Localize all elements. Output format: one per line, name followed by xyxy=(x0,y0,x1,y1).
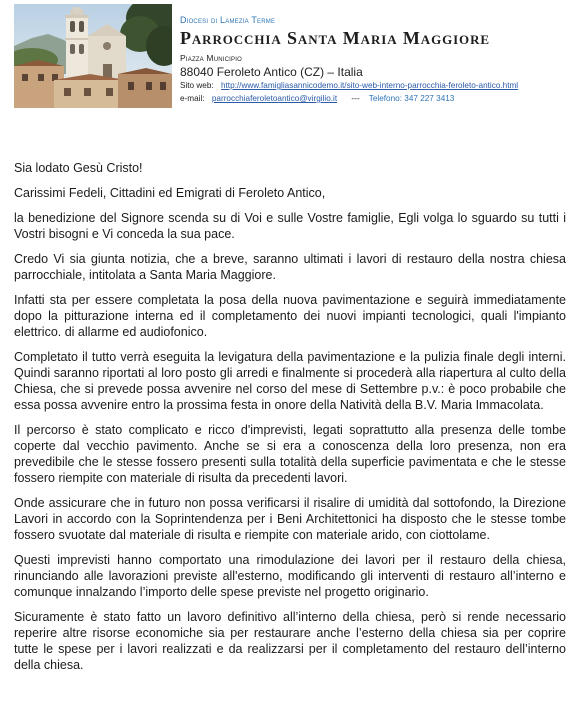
letter-paragraph: Il percorso è stato complicato e ricco d'imprevisti, legati soprattutto alla presenza delle tombe coperte dal vecchio pavimento. Anche se si era a conoscenza della loro presenza, non era prevedibile che le stesse fossero presenti sulla totalità della superficie pavimentata e che le stesse fossero riempite con materiale di risulta da precedenti lavori. xyxy=(14,423,566,485)
letter-body xyxy=(14,160,566,682)
letter-paragraph: la benedizione del Signore scenda su di Voi e sulle Vostre famiglie, Egli volga lo sguardo su tutti i Vostri bisogni e Vi conceda la sua pace. xyxy=(14,211,566,241)
letter-paragraph: Credo Vi sia giunta notizia, che a breve, saranno ultimati i lavori di restauro della nostra chiesa parrocchiale, intitolata a Santa Maria Maggiore. xyxy=(14,252,566,282)
website-row xyxy=(180,81,518,91)
church-facade xyxy=(88,24,126,82)
church-photo xyxy=(14,4,172,108)
letter-paragraph: Sicuramente è stato fatto un lavoro definitivo all’interno della chiesa, però si rende necessario reperire altre risorse economiche sia per restaurare anche l’esterno della chiesa sia per coprire tutte le spese per i lavori realizzati e da realizzarsi per il completamento del restauro dell’interno della chiesa. xyxy=(14,610,566,672)
parish-title: Parrocchia Santa Maria Maggiore xyxy=(180,28,490,48)
contact-row xyxy=(180,94,454,104)
letter-paragraph: Infatti sta per essere completata la posa della nuova pavimentazione e seguirà immediatamente dopo la pitturazione interna ed il completamento dei nuovi impianti tecnologici, quali l'impianto elettrico. di allarme ed audiofonico. xyxy=(14,293,566,339)
address-street: Piazza Municipio xyxy=(180,53,242,63)
website-link[interactable]: http://www.famigliasannicodemo.it/sito-web-interno-parrocchia-feroleto-antico.html xyxy=(220,81,519,90)
address-city: 88040 Feroleto Antico (CZ) – Italia xyxy=(180,65,363,79)
email-link[interactable]: parrocchiaferoletoantico@virgilio.it xyxy=(211,94,338,103)
phone-number: 347 227 3413 xyxy=(404,94,455,103)
bell-tower xyxy=(65,7,89,83)
salutation: Carissimi Fedeli, Cittadini ed Emigrati di Feroleto Antico, xyxy=(14,186,326,200)
greeting: Sia lodato Gesù Cristo! xyxy=(14,161,143,175)
letter-paragraph: Onde assicurare che in futuro non possa verificarsi il risalire di umidità dal sottofondo, la Direzione Lavori in accordo con la Soprintendenza per i Beni Architettonici ha disposto che le stesse tombe fossero svuotate dal materiale di risulta e riempite con materiale arido, con ciottolame. xyxy=(14,496,566,542)
website-label: Sito web: xyxy=(180,81,214,90)
diocese-name: Diocesi di Lamezia Terme xyxy=(180,15,276,25)
letter-paragraph: Questi imprevisti hanno comportato una rimodulazione dei lavori per il restauro della chiesa, rinunciando alle lavorazioni previste all'esterno, modificando gli interventi di restauro all’interno e comunque innalzando l’importo delle spese previste nel progetto originario. xyxy=(14,553,566,599)
phone-label: Telefono: xyxy=(368,94,402,103)
contact-separator: --- xyxy=(351,94,360,103)
letter-paragraph: Completato il tutto verrà eseguita la levigatura della pavimentazione e la pulizia finale degli interni. Quindi saranno riportati al loro posto gli arredi e finalmente si procederà alla riapertura al culto della Chiesa, che si prevede possa avvenire nel corso del mese di Settembre p.v.: è poco probabile che essa possa avvenire entro la prossima festa in onore della Natività della B.V. Maria Immacolata. xyxy=(14,350,566,412)
email-label: e-mail: xyxy=(180,94,205,103)
